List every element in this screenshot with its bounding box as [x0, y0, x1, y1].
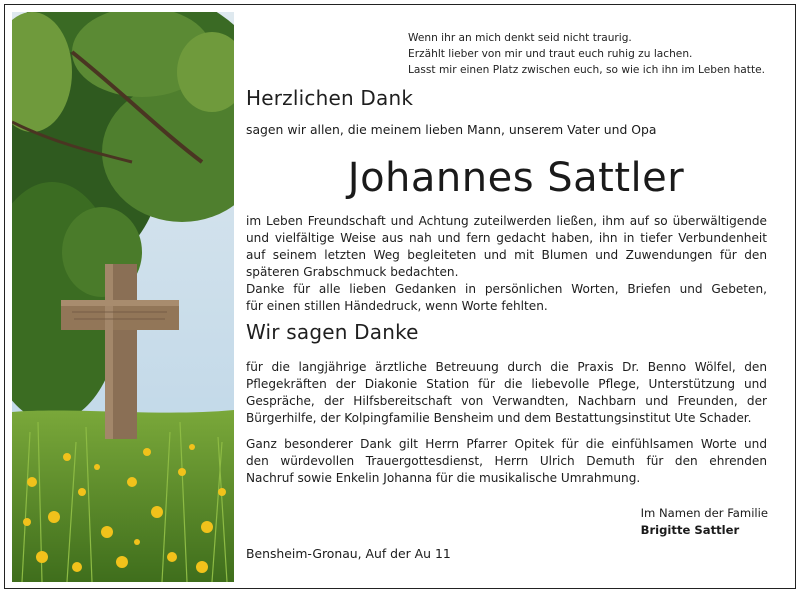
signature-name: Brigitte Sattler	[640, 523, 740, 537]
intro-line: sagen wir allen, die meinem lieben Mann, unserem Vater und Opa	[246, 122, 657, 137]
cross-meadow-illustration	[12, 12, 234, 582]
paragraph-gratitude	[246, 213, 767, 316]
memorial-photo	[12, 12, 234, 582]
signature	[641, 505, 768, 539]
heading-we-thank: Wir sagen Danke	[246, 320, 419, 344]
paragraph-line: im Leben Freundschaft und Achtung zuteilwerden ließen, ihm auf so überwältigende	[246, 214, 767, 228]
paragraph-line: Nachruf sowie Enkelin Johanna für die musikalische Umrahmung.	[246, 471, 641, 486]
paragraph-line: späteren Grabschmuck bedachten.	[246, 265, 459, 280]
deceased-name: Johannes Sattler	[347, 155, 685, 201]
paragraph-special-thanks	[246, 436, 767, 487]
paragraph-line: und vielfältige Weise aus nah und fern gedacht haben, ihn in tiefer Verbundenheit	[246, 231, 767, 246]
paragraph-line: Ganz besonderer Dank gilt Herrn Pfarrer Opitek für die einfühlsamen Worte und	[246, 437, 767, 451]
address: Bensheim-Gronau, Auf der Au 11	[246, 546, 451, 561]
poem-line: Lasst mir einen Platz zwischen euch, so wie ich ihn im Leben hatte.	[408, 64, 765, 76]
paragraph-line: Bürgerhilfe, der Kolpingfamilie Bensheim und dem Bestattungsinstitut Ute Schader.	[246, 411, 752, 426]
heading-thanks: Herzlichen Dank	[246, 86, 414, 110]
paragraph-line: Pflegekräften der Diakonie Station für die liebevolle Pflege, Unterstützung und	[246, 377, 767, 392]
paragraph-line: den würdevollen Trauergottesdienst, Herrn Ulrich Demuth für den ehrenden	[246, 454, 767, 469]
paragraph-care	[246, 359, 767, 427]
poem	[408, 30, 788, 78]
paragraph-line: Gespräche, der Hilfsbereitschaft von Verwandten, Nachbarn und Freunden, der	[246, 394, 767, 409]
paragraph-line: für einen stillen Händedruck, wenn Worte fehlten.	[246, 299, 548, 314]
paragraph-line: Danke für alle lieben Gedanken in persönlichen Worten, Briefen und Gebeten,	[246, 282, 767, 297]
poem-line: Erzählt lieber von mir und traut euch ruhig zu lachen.	[408, 48, 693, 60]
paragraph-line: für die langjährige ärztliche Betreuung durch die Praxis Dr. Benno Wölfel, den	[246, 360, 767, 374]
signature-line: Im Namen der Familie	[640, 506, 768, 520]
paragraph-line: auf seinem letzten Weg begleiteten und mit Blumen und Zuwendungen für den	[246, 248, 767, 263]
poem-line: Wenn ihr an mich denkt seid nicht traurig.	[408, 32, 632, 44]
